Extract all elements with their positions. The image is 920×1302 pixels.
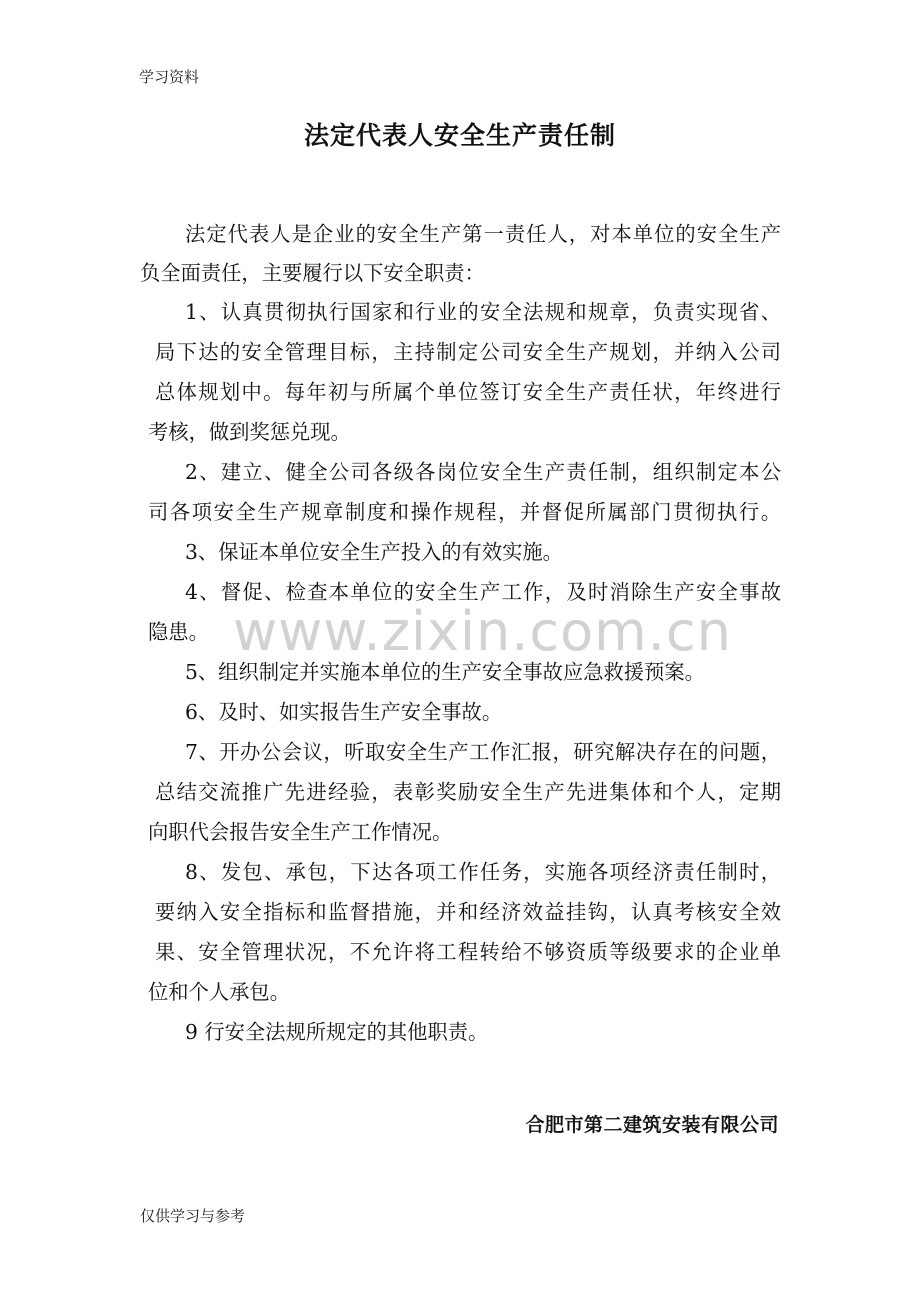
body-line: 7、开办公会议，听取安全生产工作汇报，研究解决存在的问题， bbox=[185, 740, 781, 764]
body-line: 考核，做到奖惩兑现。 bbox=[148, 420, 351, 444]
body-line: 4、督促、检查本单位的安全生产工作，及时消除生产安全事故 bbox=[185, 580, 781, 604]
body-line: 位和个人承包。 bbox=[148, 980, 290, 1004]
body-line: 3、保证本单位安全生产投入的有效实施。 bbox=[185, 540, 563, 564]
header-note: 学习资料 bbox=[139, 68, 200, 86]
body-line: 要纳入安全指标和监督措施，并和经济效益挂钩，认真考核安全效 bbox=[155, 900, 781, 924]
body-line: 法定代表人是企业的安全生产第一责任人，对本单位的安全生产 bbox=[185, 222, 781, 246]
body-line: 9 行安全法规所规定的其他职责。 bbox=[185, 1020, 489, 1044]
body-line: 总体规划中。每年初与所属个单位签订安全生产责任状，年终进行 bbox=[155, 380, 781, 404]
body-line: 1、认真贯彻执行国家和行业的安全法规和规章，负责实现省、 bbox=[185, 300, 781, 324]
body-line: 总结交流推广先进经验，表彰奖励安全生产先进集体和个人，定期 bbox=[155, 780, 781, 804]
body-line: 司各项安全生产规章制度和操作规程，并督促所属部门贯彻执行。 bbox=[148, 500, 781, 524]
body-line: 6、及时、如实报告生产安全事故。 bbox=[185, 700, 503, 724]
watermark-text: www.zixin.com.cn bbox=[233, 600, 732, 663]
company-signature: 合肥市第二建筑安装有限公司 bbox=[525, 1114, 779, 1136]
body-line: 2、建立、健全公司各级各岗位安全生产责任制，组织制定本公 bbox=[185, 460, 781, 484]
body-line: 负全面责任，主要履行以下安全职责： bbox=[140, 261, 485, 285]
body-line: 隐患。 bbox=[148, 620, 209, 644]
document-title: 法定代表人安全生产责任制 bbox=[303, 121, 616, 150]
body-line: 果、安全管理状况，不允许将工程转给不够资质等级要求的企业单 bbox=[155, 940, 781, 964]
body-line: 向职代会报告安全生产工作情况。 bbox=[148, 820, 453, 844]
body-line: 5、组织制定并实施本单位的生产安全事故应急救援预案。 bbox=[185, 660, 705, 684]
footer-note: 仅供学习与参考 bbox=[140, 1207, 246, 1225]
body-line: 8、发包、承包，下达各项工作任务，实施各项经济责任制时， bbox=[185, 860, 781, 884]
body-line: 局下达的安全管理目标，主持制定公司安全生产规划，并纳入公司 bbox=[155, 340, 781, 364]
